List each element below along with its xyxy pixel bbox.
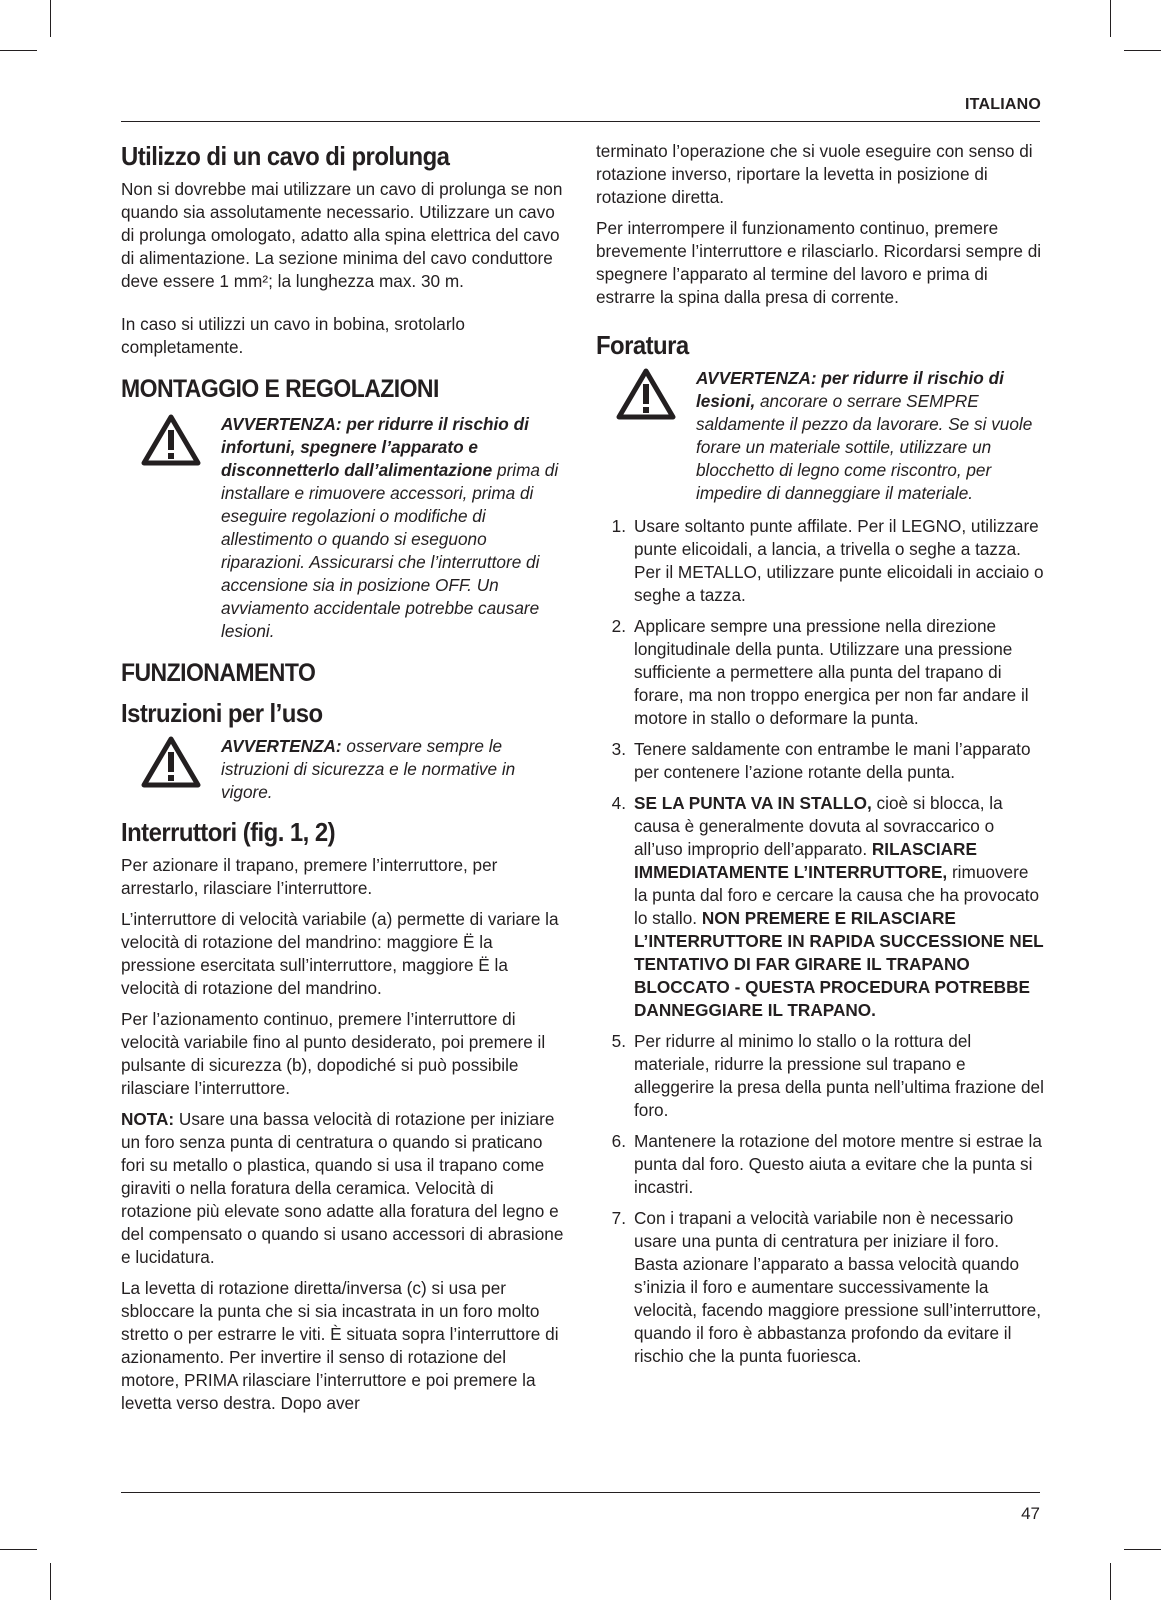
step-text: Per ridurre al minimo lo stallo o la rottura del materiale, ridurre la pressione sul trapano e alleggerire la presa della punta nell’ultima frazione del foro. [634,1031,1044,1120]
left-column [121,140,569,1423]
step-text: Applicare sempre una pressione nella direzione longitudinale della punta. Utilizzare una pressione sufficiente a permettere alla punta del trapano di forare, ma non troppo energica per non far andare il motore in stallo o deformare la punta. [634,616,1029,728]
step-text-part: cioè si blocca, la causa è generalmente dovuta al sovraccarico o all’uso improprio dell’apparato. [634,793,1003,859]
step-number: 3. [611,739,626,759]
step-number: 7. [611,1208,626,1228]
warning-label: AVVERTENZA: per ridurre il rischio di lesioni, [696,368,1004,411]
crop-mark [1110,1563,1111,1600]
drilling-heading: Foratura [596,330,689,360]
warning-label: AVVERTENZA: per ridurre il rischio di infortuni, spegnere l’apparato e disconnetterlo dall’alimentazione [221,414,529,480]
switches-paragraph-3: Per l’azionamento continuo, premere l’interruttore di velocità variabile fino al punto desiderato, poi premere il pulsante di sicurezza (b), dopodiché si può possibile rilasciare l’interruttore. [121,1009,546,1098]
extension-cord-paragraph: Non si dovrebbe mai utilizzare un cavo di prolunga se non quando sia assolutamente necessario. Utilizzare un cavo di prolunga omologato, adatto alla spina elettrica del cavo di alimentazione. La sezione minima del cavo conduttore deve essere 1 mm²; la lunghezza max. 30 m. [121,179,563,291]
warning-triangle-icon [596,367,696,421]
step-text: Mantenere la rotazione del motore mentre si estrae la punta dal foro. Questo aiuta a evitare che la punta si incastri. [634,1131,1042,1197]
step-text: Usare soltanto punte affilate. Per il LEGNO, utilizzare punte elicoidali, a lancia, a trivella o seghe a tazza. Per il METALLO, utilizzare punte elicoidali in acciaio o seghe a tazza. [634,516,1044,605]
continuous-paragraph: Per interrompere il funzionamento continuo, premere brevemente l’interruttore e rilasciarlo. Ricordarsi sempre di spegnere l’apparato al termine del lavoro e prima di estrarre la spina dalla presa di corrente. [596,218,1042,307]
warning-triangle-icon [121,413,221,467]
crop-mark [0,1549,37,1550]
switches-heading: Interruttori (fig. 1, 2) [121,817,336,847]
step-bold-text: NON PREMERE E RILASCIARE L’INTERRUTTORE IN RAPIDA SUCCESSIONE NEL TENTATIVO DI FAR GIRARE IL TRAPANO BLOCCATO - QUESTA PROCEDURA POTREBBE DANNEGGIARE IL TRAPANO. [634,908,1044,1020]
switches-paragraph-2: L’interruttore di velocità variabile (a) permette di variare la velocità di rotazione del mandrino: maggiore Ë la pressione esercitata sull’interruttore, maggiore Ë la velocità di rotazione del mandrino. [121,909,559,998]
crop-mark [1110,0,1111,37]
crop-mark [1124,50,1161,51]
step-bold-text: RILASCIARE IMMEDIATAMENTE L’INTERRUTTORE, [634,839,977,882]
list-item [596,738,1044,784]
switches-paragraph-1: Per azionare il trapano, premere l’interruttore, per arrestarlo, rilasciare l’interruttore. [121,855,498,898]
footer-rule [121,1492,1040,1493]
list-item [596,615,1044,730]
drilling-warning [596,367,1044,505]
list-item [596,1030,1044,1122]
note-label: NOTA: [121,1109,175,1129]
note-text: Usare una bassa velocità di rotazione per iniziare un foro senza punta di centratura o quando si praticano fori su metallo o plastica, quando si usa il trapano come giraviti o nella foratura della ceramica. Velocità di rotazione più elevate sono adatte alla foratura del legno e del compensato o quando si usano accessori di abrasione e lucidatura. [121,1109,564,1267]
cable-reel-paragraph: In caso si utilizzi un cavo in bobina, srotolarlo completamente. [121,314,465,357]
step-text: Tenere saldamente con entrambe le mani l’apparato per contenere l’azione rotante della punta. [634,739,1031,782]
instructions-heading: Istruzioni per l’uso [121,698,323,728]
crop-mark [50,1563,51,1600]
note-paragraph [121,1108,569,1269]
page-number: 47 [1021,1504,1040,1523]
list-item [596,515,1044,607]
crop-mark [1124,1549,1161,1550]
step-text-part: rimuovere la punta dal foro e cercare la causa che ha provocato lo stallo. [634,862,1040,928]
instructions-warning [121,735,569,804]
warning-label: AVVERTENZA: [221,736,342,756]
crop-mark [50,0,51,37]
assembly-heading: MONTAGGIO E REGOLAZIONI [121,375,439,403]
lever-paragraph: La levetta di rotazione diretta/inversa (c) si usa per sbloccare la punta che si sia incastrata in un foro molto stretto o per estrarre le viti. È situata sopra l’interruttore di azionamento. Per invertire il senso di rotazione del motore, PRIMA rilasciare l’interruttore e poi premere la levetta verso destra. Dopo aver [121,1278,559,1413]
step-number: 5. [611,1031,626,1051]
step-number: 1. [611,516,626,536]
right-column [596,140,1044,1376]
step-number: 6. [611,1131,626,1151]
crop-mark [0,50,37,51]
step-number: 4. [611,793,626,813]
step-text: Con i trapani a velocità variabile non è necessario usare una punta di centratura per iniziare il foro. Basta azionare l’apparato a bassa velocità quando s’inizia il foro e aumentare successivamente la velocità, facendo maggiore pressione sull’interruttore, quando il foro è abbastanza profondo da evitare il rischio che la punta fuoriesca. [634,1208,1041,1366]
operation-heading: FUNZIONAMENTO [121,659,316,687]
warning-text: ancorare o serrare SEMPRE saldamente il pezzo da lavorare. Se si vuole forare un materiale sottile, utilizzare un blocchetto di legno come riscontro, per impedire di danneggiare il materiale. [696,391,1033,503]
warning-text: osservare sempre le istruzioni di sicurezza e le normative in vigore. [221,736,516,802]
extension-cord-heading: Utilizzo di un cavo di prolunga [121,141,450,171]
lever-continued-paragraph: terminato l’operazione che si vuole eseguire con senso di rotazione inverso, riportare la levetta in posizione di rotazione diretta. [596,141,1033,207]
assembly-warning [121,413,569,643]
step-bold-text: SE LA PUNTA VA IN STALLO, [634,793,872,813]
warning-triangle-icon [121,735,221,789]
warning-text: prima di installare e rimuovere accessori, prima di eseguire regolazioni o modifiche di allestimento o quando si eseguono riparazioni. Assicurarsi che l’interruttore di accensione sia in posizione OFF. Un avviamento accidentale potrebbe causare lesioni. [221,460,559,641]
list-item [596,1207,1044,1368]
step-number: 2. [611,616,626,636]
language-header: ITALIANO [965,96,1041,113]
header-rule [121,121,1040,122]
step-text [634,792,1044,1022]
drilling-steps-list [596,515,1044,1368]
list-item [596,792,1044,1022]
list-item [596,1130,1044,1199]
